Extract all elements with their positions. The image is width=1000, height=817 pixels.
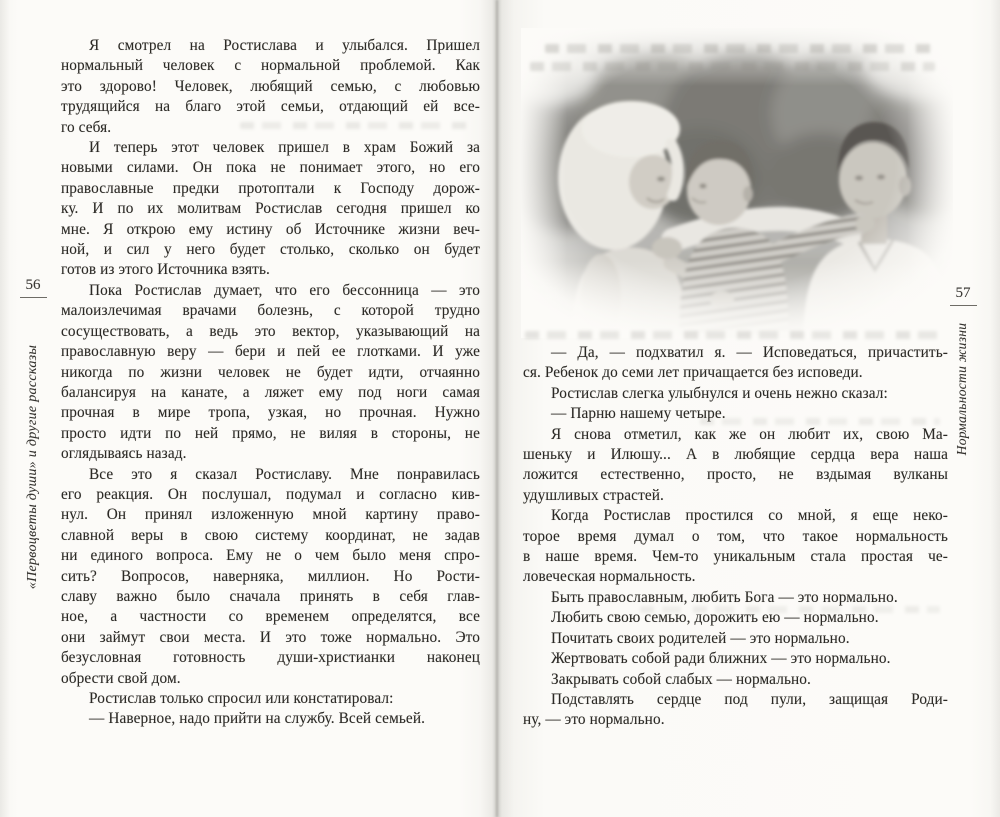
text-line: просто идти по ней прямо, не виляя в стороны, не [61, 424, 480, 442]
text-line: ну, — это нормально. [523, 711, 665, 729]
text-line: ся. Ребенок до семи лет причащается без исповеди. [523, 364, 863, 382]
running-title-left: «Первоцветы души» и другие рассказы [25, 344, 40, 590]
paragraph [523, 670, 948, 690]
left-page-text [61, 36, 480, 730]
text-line: обрести свой дом. [61, 669, 181, 687]
text-line: — Парню нашему четыре. [551, 405, 726, 423]
text-line: ложится естественно, просто, не вздымая вулканы [523, 466, 948, 484]
text-line: Все это я сказал Ростиславу. Мне понравилась [89, 465, 480, 483]
gutter-line [496, 0, 498, 817]
paragraph [61, 689, 480, 709]
text-line: сосуществовать, а ведь это вектор, указывающий на [61, 322, 480, 340]
paragraph [523, 506, 948, 588]
page-edge-shadow [0, 0, 10, 817]
text-line: его реакция. Он послушал, подумал и согласно кив- [61, 485, 480, 503]
text-line: Подставлять сердце под пули, защищая Роди- [551, 690, 948, 708]
paragraph [61, 281, 480, 465]
paragraph [523, 384, 948, 404]
text-line: безусловная готовность души-христианки наконец [61, 649, 480, 667]
text-line: И теперь этот человек пришел в храм Божий за [89, 139, 480, 157]
text-line: Пока Ростислав думает, что его бессонница — это [89, 281, 480, 299]
text-line: новыми силами. Он пока не понимает этого, но его [61, 159, 480, 177]
text-line: Любить свою семью, дорожить ею — нормально. [551, 609, 879, 627]
text-line: мне. Я открою ему истину об Источнике жизни веч- [61, 220, 480, 238]
print-bleed [525, 331, 940, 339]
paragraph [523, 629, 948, 649]
text-line: ни единого вопроса. Ему не о чем было меня спро- [61, 547, 480, 565]
text-line: Закрывать собой слабых — нормально. [551, 670, 811, 688]
text-line: Ростислав слегка улыбнулся и очень нежно сказал: [551, 384, 888, 402]
text-line: Жертвовать собой ради ближних — это нормально. [551, 650, 891, 668]
text-line: православную веру — бери и пей ее глотками. И уже [61, 343, 480, 361]
text-line: — Да, — подхватил я. — Исповедаться, причастить- [551, 344, 948, 361]
page-number-text: 56 [25, 277, 41, 293]
text-line: нормальный человек с нормальной проблемой. Как [61, 57, 480, 75]
text-line: никогда по жизни человек не будет идти, отчаянно [61, 363, 480, 381]
text-line: Я смотрел на Ростислава и улыбался. Пришел [89, 37, 480, 54]
family-photo [521, 28, 953, 338]
text-line: Когда Ростислав простился со мной, я еще неко- [551, 507, 948, 525]
print-bleed [700, 418, 940, 425]
page-number-rule [20, 297, 47, 298]
right-page-text [523, 343, 948, 731]
text-line: малоизлечимая врачами болезнь, с которой трудно [61, 302, 480, 320]
text-line: православные предки протоптали к Господу дорож- [61, 179, 480, 197]
paragraph [523, 425, 948, 507]
text-line: Почитать своих родителей — это нормально. [551, 629, 850, 647]
text-line: — Наверное, надо прийти на службу. Всей семьей. [89, 710, 426, 728]
print-bleed [545, 44, 935, 53]
text-line: сить? Вопросов, наверняка, миллион. Но Рости- [61, 567, 480, 585]
page-number-left [16, 277, 50, 298]
paragraph [61, 465, 480, 689]
running-title-right: Нормальности жизни [954, 322, 969, 456]
paragraph [61, 138, 480, 281]
page-edge-shadow [990, 0, 1000, 817]
page-number-rule [950, 305, 977, 306]
text-line: Ростислав только спросил или констатировал: [89, 690, 394, 707]
text-line: торое время думал о том, что такое нормальность [523, 527, 948, 545]
paragraph [523, 649, 948, 669]
page-number-text: 57 [955, 285, 971, 301]
text-line: удушливых страстей. [523, 486, 664, 504]
text-line: Быть православным, любить Бога — это нормально. [551, 588, 898, 606]
text-line: Я снова отметил, как же он любит их, свою Ма- [551, 425, 948, 443]
text-line: ловеческая нормальность. [523, 568, 696, 586]
paragraph [61, 709, 480, 729]
text-line: готов из этого Источника взять. [61, 261, 270, 279]
text-line: в наше время. Чем-то уникальным стала простая че- [523, 548, 948, 566]
text-line: славу важно было сначала принять в себя глав- [61, 587, 480, 605]
print-bleed [240, 122, 470, 129]
text-line: го себя. [61, 118, 112, 136]
text-line: шеньку и Илюшу... А в любящие сердца вера наша [523, 446, 948, 464]
text-line: трудящийся на благо этой семьи, отдающий ей все- [61, 98, 480, 116]
text-line: балансируя на канате, а ляжет ему под ноги самая [61, 383, 480, 401]
page-number-right [946, 285, 980, 306]
print-bleed [640, 606, 940, 613]
text-line: ной, и сил у него будет столько, сколько он будет [61, 241, 480, 259]
text-line: это здорово! Человек, любящий семью, с любовью [61, 77, 480, 95]
paragraph [523, 690, 948, 731]
print-bleed [530, 62, 935, 71]
text-line: нул. Он принял изложенную мной картину право- [61, 506, 480, 524]
paragraph [523, 343, 948, 384]
text-line: оглядываясь назад. [61, 445, 187, 463]
text-line: ку. И по их молитвам Ростислав сегодня пришел ко [61, 200, 480, 218]
text-line: ное, а частности со временем определятся, все [61, 608, 480, 626]
text-line: они займут свои места. И это тоже нормально. Это [61, 628, 480, 646]
text-line: прочная в мире тропа, узкая, но прочная. Нужно [61, 404, 480, 422]
text-line: славной веры в свою систему координат, не задав [61, 526, 480, 544]
